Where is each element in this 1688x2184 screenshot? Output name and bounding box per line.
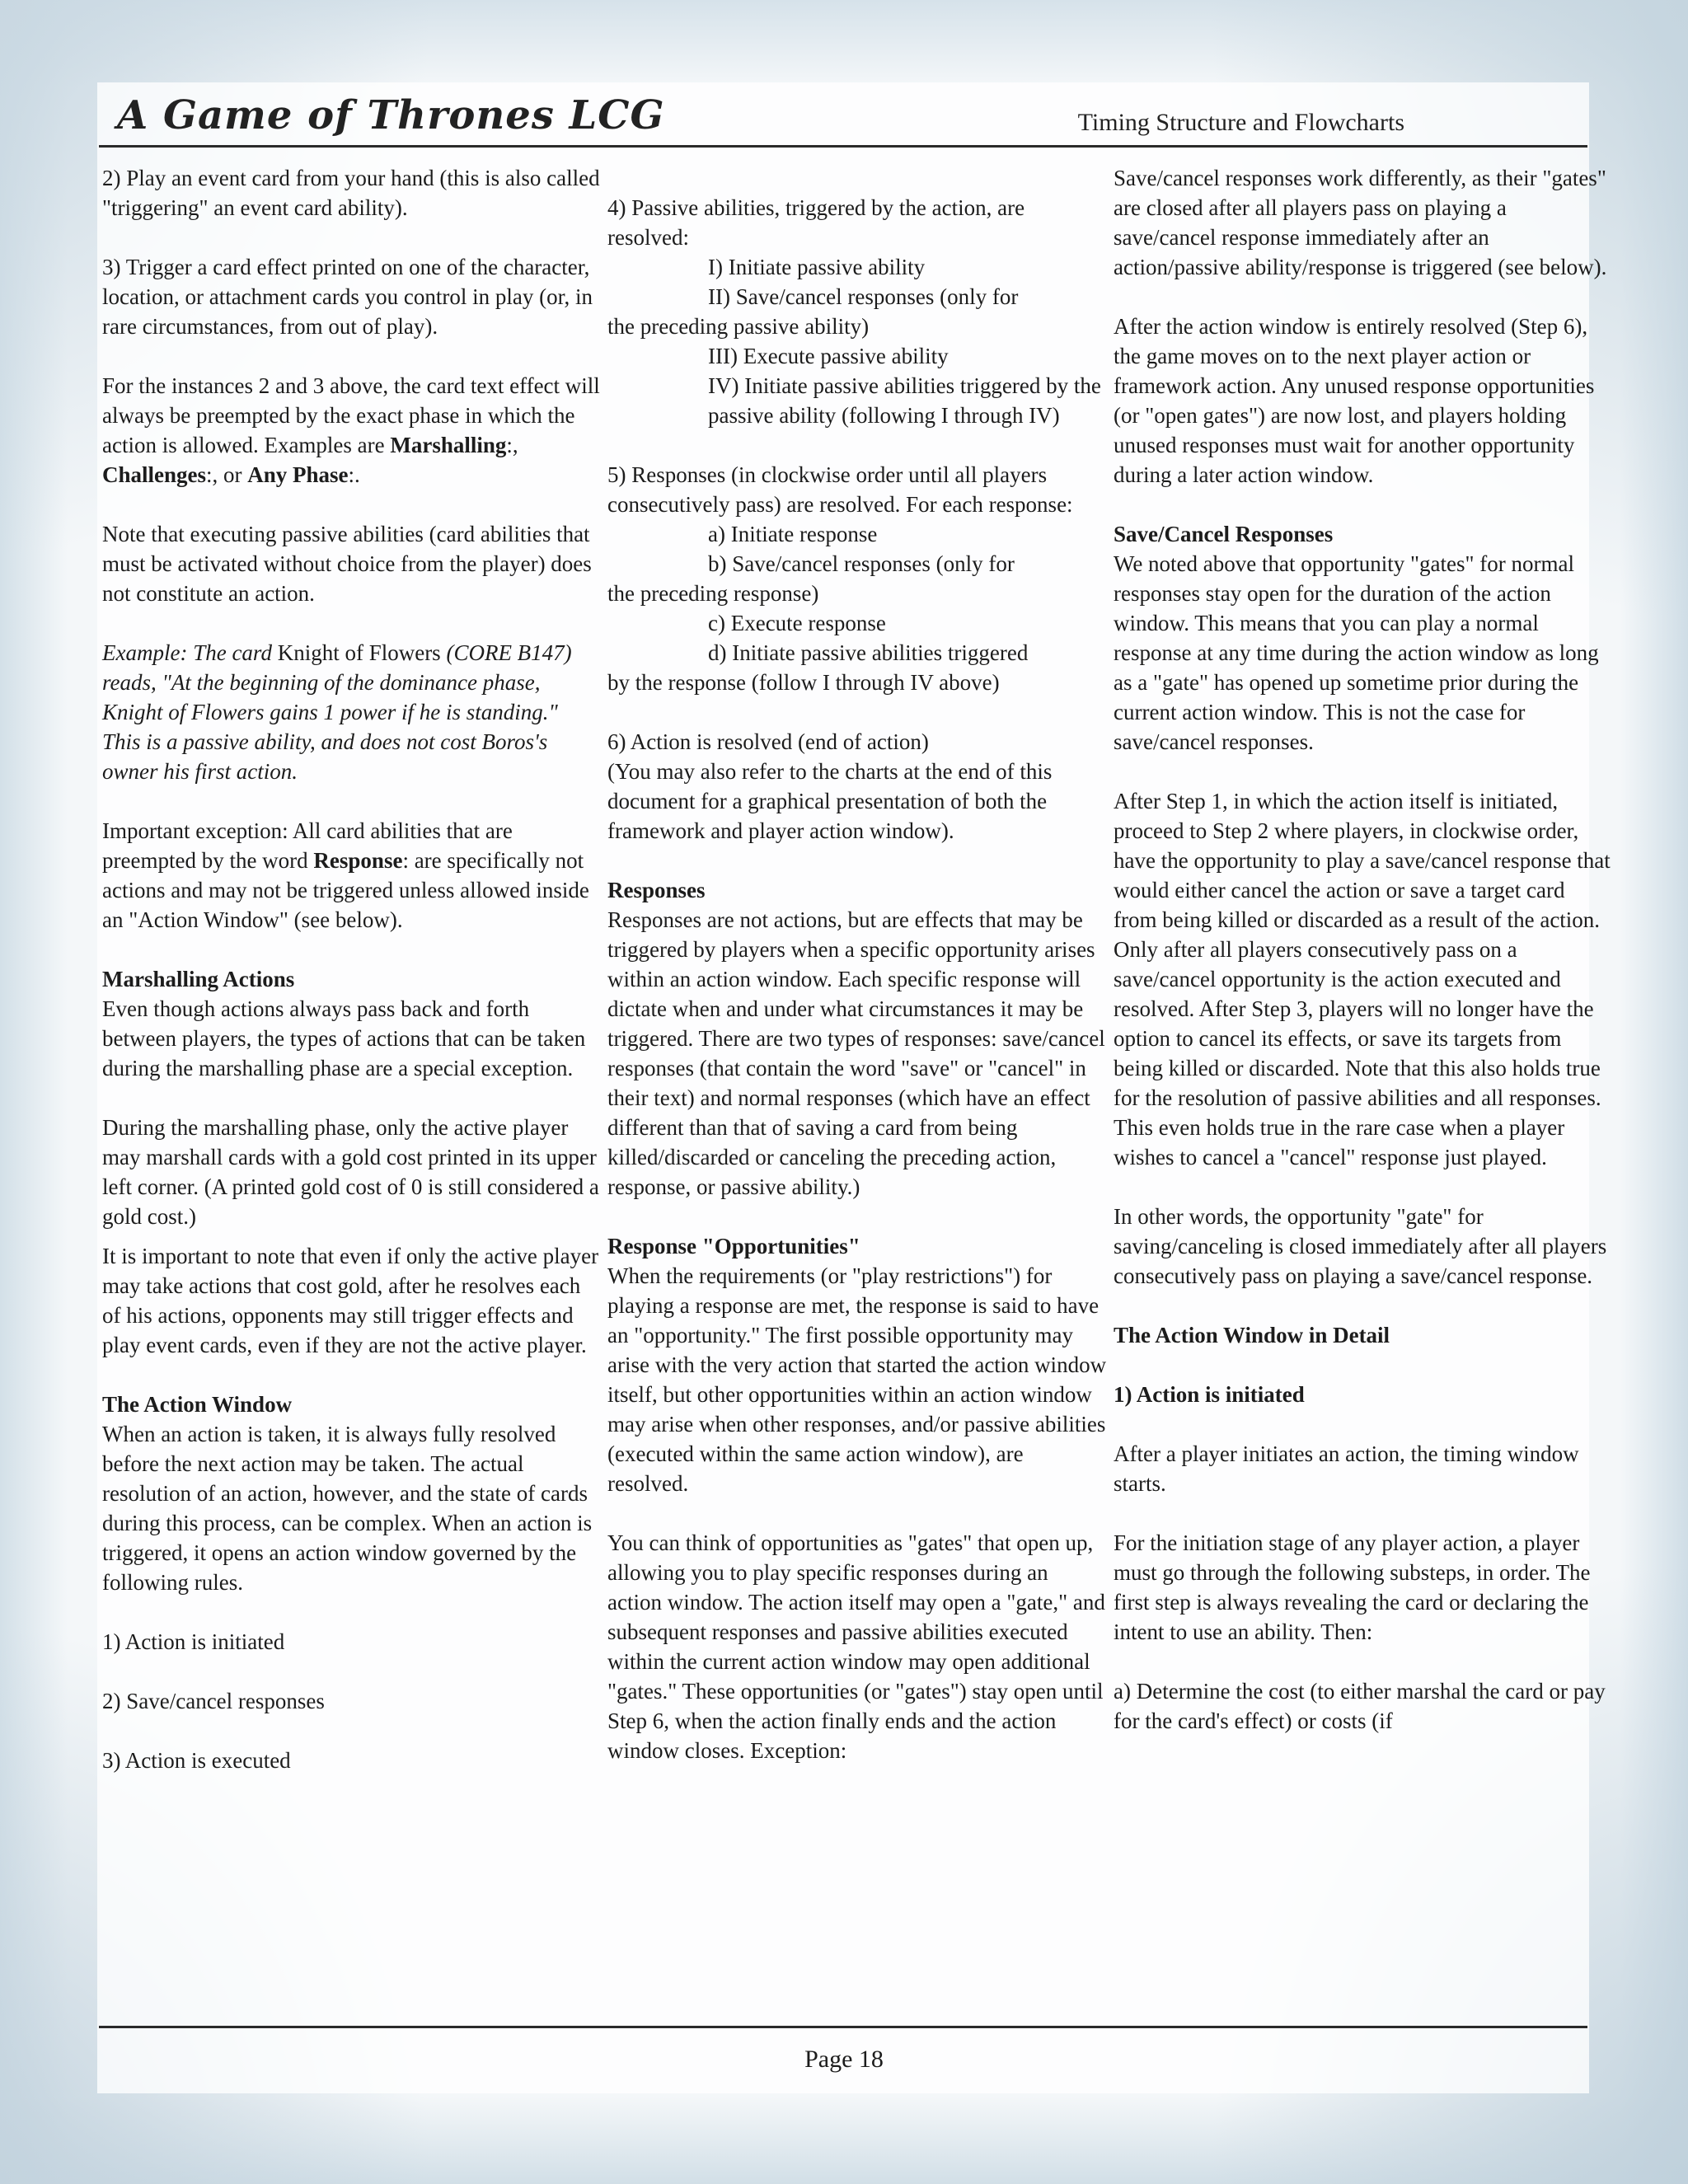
column-2: [607, 193, 1107, 1795]
section-heading: Responses: [607, 878, 706, 902]
section-heading: Marshalling Actions: [102, 967, 295, 991]
page-number: Page 18: [804, 2046, 884, 2073]
footer-rule: [99, 2026, 1587, 2028]
page-header: [99, 92, 1587, 148]
paragraph: For the instances 2 and 3 above, the card text effect will always be preempted by the exact phase in which the action is allowed. Examples are Marshalling:, Challenges:, or Any Phase:.: [102, 373, 600, 487]
paragraph: After a player initiates an action, the timing window starts.: [1114, 1441, 1579, 1496]
section-heading: The Action Window: [102, 1392, 293, 1417]
paragraph: 2) Play an event card from your hand (this is also called "triggering" an event card ability).: [102, 166, 600, 220]
section-heading: The Action Window in Detail: [1114, 1323, 1390, 1347]
paragraph: Note that executing passive abilities (card abilities that must be activated without choice from the player) does not constitute an action.: [102, 522, 592, 606]
paragraph: Response "Opportunities" When the requirements (or "play restrictions") for playing a response are met, the response is said to have an "opportunity." The first possible opportunity may arise with the very action that started the action window itself, but other opportunities within an action window may arise when other responses, and/or passive abilities (executed within the same action window), are resolved.: [607, 1231, 1107, 1498]
step-block: 5) Responses (in clockwise order until all players consecutively pass) are resolved. For each response: a) Initiate response b) Save/cancel responses (only for the preceding response) c) Execute response d) Initiate passive abilities triggered by the response (follow I through IV above): [607, 462, 1073, 695]
paragraph: 3) Trigger a card effect printed on one of the character, location, or attachment cards you control in play (or, in rare circumstances, from out of play).: [102, 255, 593, 339]
example-paragraph: Example: The card Knight of Flowers (CORE B147) reads, "At the beginning of the dominance phase, Knight of Flowers gains 1 power if he is standing." This is a passive ability, and does not cost Boros's owner his first action.: [102, 640, 572, 784]
step-block: 4) Passive abilities, triggered by the action, are resolved: I) Initiate passive ability II) Save/cancel responses (only for the preceding passive ability) III) Execute passive ability IV) Initiate passive abilities triggered by the passive ability (following I through IV): [607, 195, 1101, 428]
section-heading: Save/Cancel Responses: [1114, 522, 1334, 546]
paragraph: After Step 1, in which the action itself is initiated, proceed to Step 2 where players, in clockwise order, have the opportunity to play a save/cancel response that would either cancel the action or save a target card from being killed or discarded as a result of the action. Only after all players consecutively pass on a save/cancel opportunity is the action executed and resolved. After Step 3, players will no longer have the option to cancel its effects, or save its targets from being killed or discarded. Note that this also holds true for the resolution of passive abilities and all responses. This even holds true in the rare case when a player wishes to cancel a "cancel" response just played.: [1114, 789, 1611, 1169]
column-3: [1114, 163, 1613, 1765]
step-item: 2) Save/cancel responses: [102, 1689, 325, 1713]
paragraph: The Action Window When an action is taken, it is always fully resolved before the next action may be taken. The actual resolution of an action, however, and the state of cards during this process, can be complex. When an action is triggered, it opens an action window governed by the following rules.: [102, 1390, 602, 1597]
paragraph: Save/cancel responses work differently, as their "gates" are closed after all players pass on playing a save/cancel response immediately after an action/passive ability/response is triggered (see below).: [1114, 166, 1607, 279]
paragraph: It is important to note that even if only the active player may take actions that cost gold, after he resolves each of his actions, opponents may still trigger effects and play event cards, even if they are not the active player.: [102, 1244, 599, 1357]
brand-title: A Game of Thrones LCG: [117, 92, 665, 138]
section-title: Timing Structure and Flowcharts: [1077, 109, 1404, 136]
paragraph: Marshalling Actions Even though actions always pass back and forth between players, the types of actions that can be taken during the marshalling phase are a special exception.: [102, 964, 602, 1083]
section-heading: Response "Opportunities": [607, 1234, 860, 1258]
step-block: 6) Action is resolved (end of action) (You may also refer to the charts at the end of this document for a graphical presentation of both the framework and player action window).: [607, 729, 1053, 843]
paragraph: Responses Responses are not actions, but are effects that may be triggered by players when a specific opportunity arises within an action window. Each specific response will dictate when and under what circumstances it may be triggered. There are two types of responses: save/cancel responses (that contain the word "save" or "cancel" in their text) and normal responses (which have an effect different than that of saving a card from being killed/discarded or canceling the preceding action, response, or passive ability.): [607, 875, 1107, 1202]
paragraph: Save/Cancel Responses We noted above that opportunity "gates" for normal responses stay open for the duration of the action window. This means that you can play a normal response at any time during the action window as long as a "gate" has opened up sometime prior during the current action window. This is not the case for save/cancel responses.: [1114, 519, 1613, 757]
paragraph: Important exception: All card abilities that are preempted by the word Response: are specifically not actions and may not be triggered unless allowed inside an "Action Window" (see below).: [102, 818, 589, 932]
column-1: [102, 163, 602, 1805]
paragraph: a) Determine the cost (to either marshal the card or pay for the card's effect) or costs (if: [1114, 1679, 1606, 1733]
paragraph: In other words, the opportunity "gate" for saving/canceling is closed immediately after all players consecutively pass on playing a save/cancel response.: [1114, 1204, 1607, 1288]
section-heading: 1) Action is initiated: [1114, 1382, 1305, 1407]
paragraph: You can think of opportunities as "gates" that open up, allowing you to play specific responses during an action window. The action itself may open a "gate," and subsequent responses and passive abilities executed within the current action window may open additional "gates." These opportunities (or "gates") stay open until Step 6, when the action finally ends and the action window closes. Exception:: [607, 1530, 1105, 1763]
step-item: 1) Action is initiated: [102, 1629, 285, 1654]
step-item: 3) Action is executed: [102, 1748, 291, 1773]
paragraph: After the action window is entirely resolved (Step 6), the game moves on to the next player action or framework action. Any unused response opportunities (or "open gates") are now lost, and players holding unused responses must wait for another opportunity during a later action window.: [1114, 314, 1595, 487]
paragraph: For the initiation stage of any player action, a player must go through the following substeps, in order. The first step is always revealing the card or declaring the intent to use an ability. Then:: [1114, 1530, 1591, 1644]
paragraph: During the marshalling phase, only the active player may marshall cards with a gold cost printed in its upper left corner. (A printed gold cost of 0 is still considered a gold cost.): [102, 1115, 599, 1229]
